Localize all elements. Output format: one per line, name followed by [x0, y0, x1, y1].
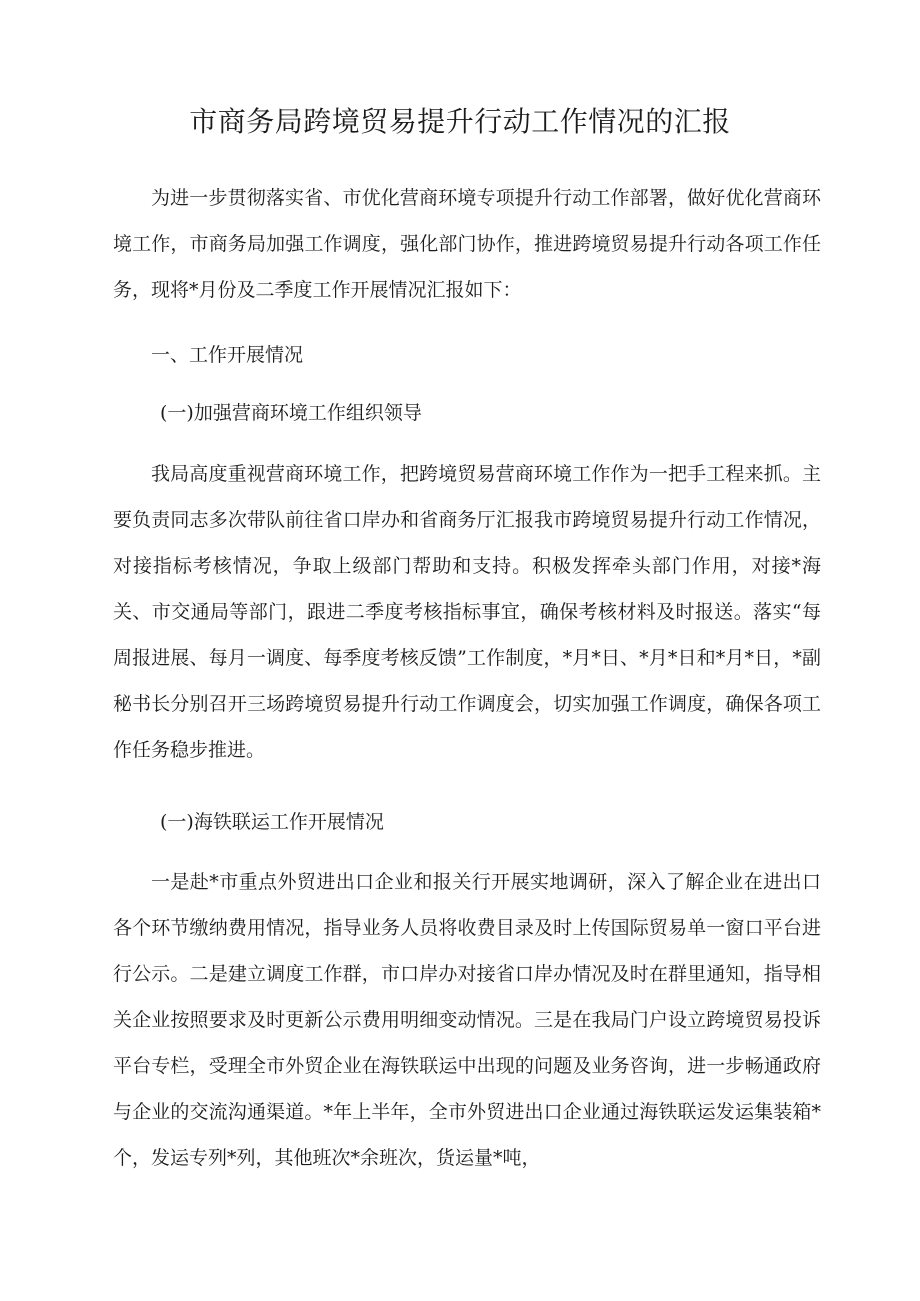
document-title: 市商务局跨境贸易提升行动工作情况的汇报	[189, 105, 731, 138]
subsection-heading-sea-rail: (一)海铁联运工作开展情况	[160, 811, 384, 833]
sea-rail-paragraph: 一是赴*市重点外贸进出口企业和报关行开展实地调研，深入了解企业在进出口各个环节缴纳费用情况，指导业务人员将收费目录及时上传国际贸易单一窗口平台进行公示。二是建立调度工作群，市口岸办对接省口岸办情况及时在群里通知，指导相关企业按照要求及时更新公示费用明细变动情况。三是在我局门户设立跨境贸易投诉平台专栏，受理全市外贸企业在海铁联运中出现的问题及业务咨询，进一步畅通政府与企业的交流沟通渠道。*年上半年，全市外贸进出口企业通过海铁联运发运集装箱*个，发运专列*列，其他班次*余班次，货运量*吨，	[113, 871, 821, 1169]
section-heading-work-progress: 一、工作开展情况	[151, 344, 304, 366]
intro-paragraph: 为进一步贯彻落实省、市优化营商环境专项提升行动工作部署，做好优化营商环境工作，市商务局加强工作调度，强化部门协作，推进跨境贸易提升行动各项工作任务，现将*月份及二季度工作开展情况汇报如下：	[113, 187, 821, 301]
subsection-heading-leadership: (一)加强营商环境工作组织领导	[160, 402, 422, 424]
leadership-paragraph: 我局高度重视营商环境工作，把跨境贸易营商环境工作作为一把手工程来抓。主要负责同志多次带队前往省口岸办和省商务厅汇报我市跨境贸易提升行动工作情况，对接指标考核情况，争取上级部门帮助和支持。积极发挥牵头部门作用，对接*海关、市交通局等部门，跟进二季度考核指标事宜，确保考核材料及时报送。落实“每周报进展、每月一调度、每季度考核反馈”工作制度，*月*日、*月*日和*月*日，*副秘书长分别召开三场跨境贸易提升行动工作调度会，切实加强工作调度，确保各项工作任务稳步推进。	[113, 463, 821, 761]
